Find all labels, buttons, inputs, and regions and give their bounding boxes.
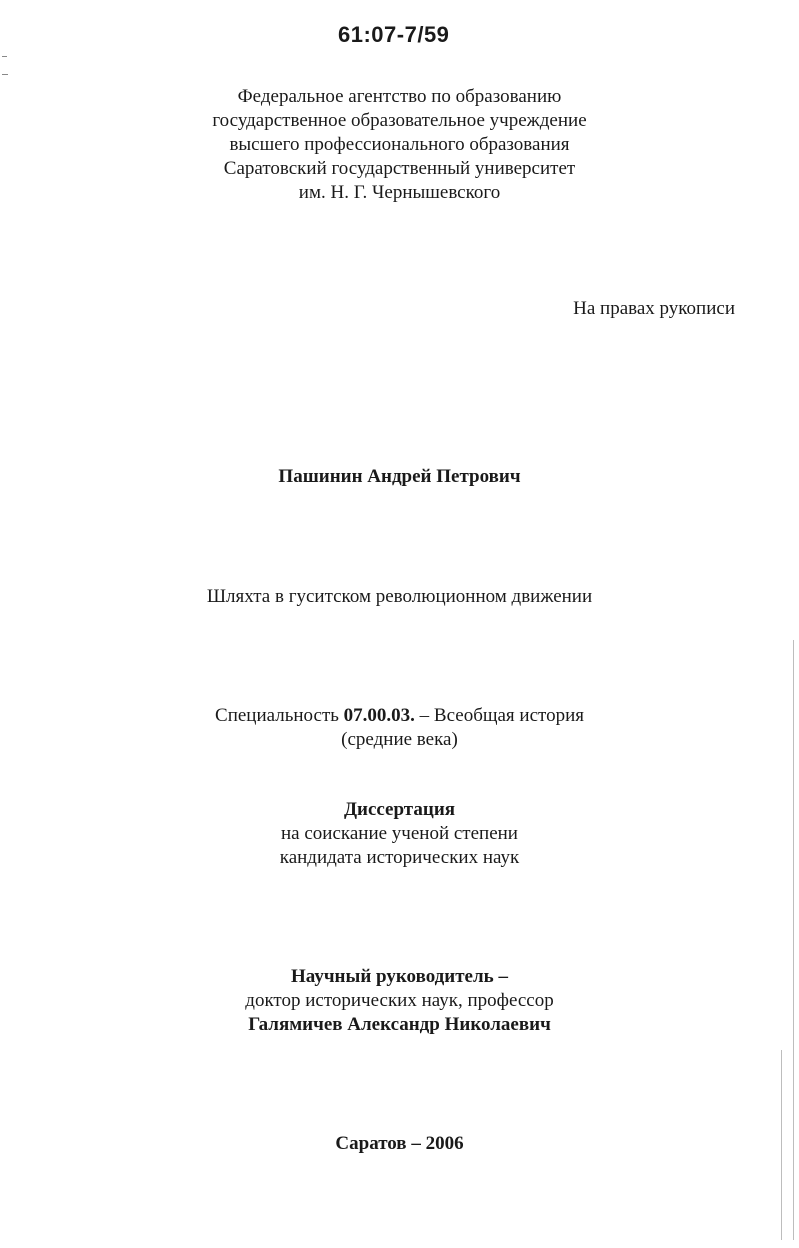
specialty-line <box>0 704 799 728</box>
degree-line-2: кандидата исторических наук <box>279 847 520 868</box>
degree-line-1: на соискание ученой степени <box>281 823 518 844</box>
institution-line-3: высшего профессионального образования <box>229 134 570 155</box>
dissertation-title: Шляхта в гуситском революционном движении <box>206 586 593 607</box>
specialty-prefix: Специальность <box>215 705 344 726</box>
scan-mark <box>2 56 7 57</box>
author-name: Пашинин Андрей Петрович <box>278 466 521 487</box>
document-code: 61:07-7/59 <box>338 22 450 47</box>
city-year: Саратов – 2006 <box>335 1133 464 1154</box>
institution-line-5: им. Н. Г. Чернышевского <box>298 182 501 203</box>
specialty-suffix: – Всеобщая история <box>414 705 584 726</box>
supervisor-name: Галямичев Александр Николаевич <box>248 1014 551 1035</box>
institution-line-4: Саратовский государственный университет <box>223 158 576 179</box>
manuscript-note: На правах рукописи <box>573 298 735 319</box>
supervisor-heading: Научный руководитель – <box>291 966 508 987</box>
institution-line-2: государственное образовательное учреждение <box>212 110 587 131</box>
specialty-code: 07.00.03. <box>343 705 415 726</box>
specialty-period: (средние века) <box>341 729 458 750</box>
scan-mark <box>2 74 8 75</box>
institution-line-1: Федеральное агентство по образованию <box>237 86 562 107</box>
dissertation-heading: Диссертация <box>343 799 456 820</box>
supervisor-degree: доктор исторических наук, профессор <box>245 990 554 1011</box>
